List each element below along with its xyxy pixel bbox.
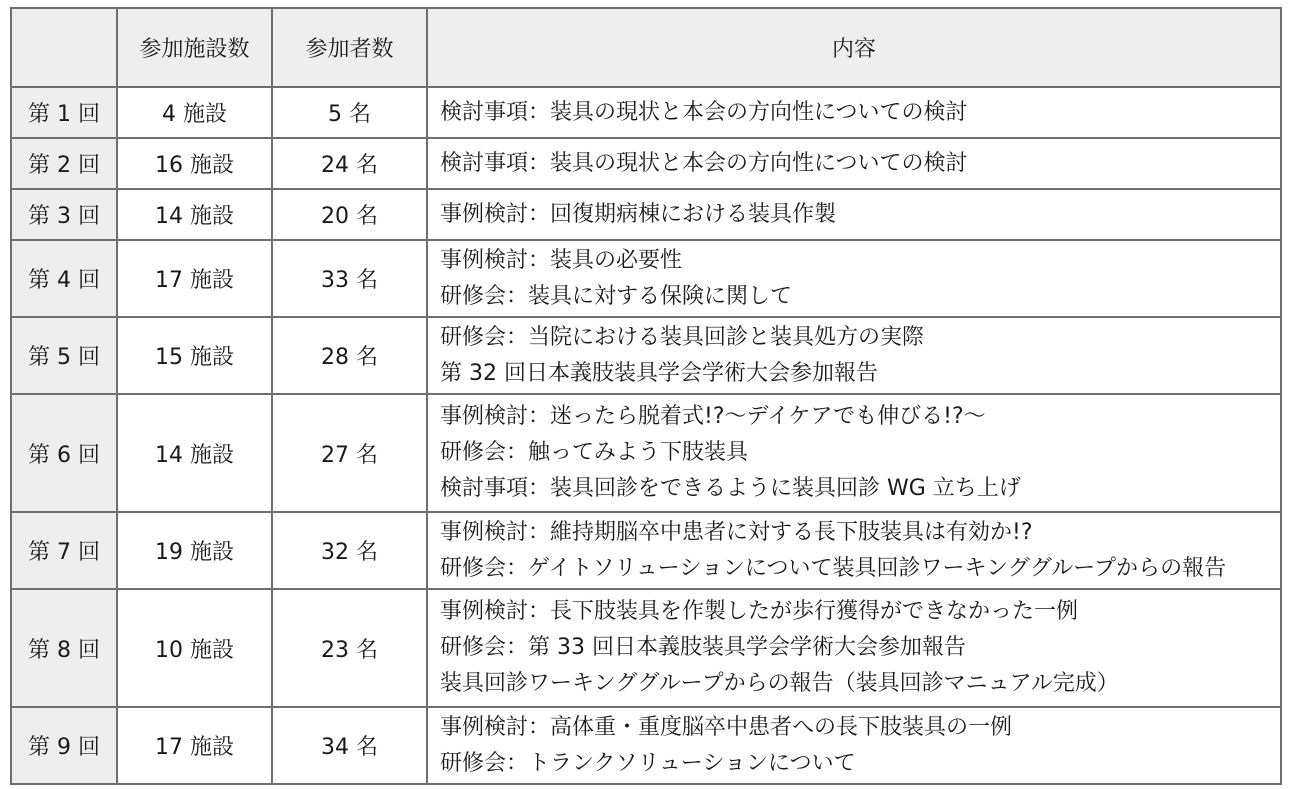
participants-cell: 24 名 <box>272 138 427 189</box>
participants-cell: 23 名 <box>272 589 427 707</box>
table-row <box>11 240 1281 317</box>
header-participants: 参加者数 <box>272 8 427 87</box>
participants-cell: 20 名 <box>272 189 427 240</box>
round-cell: 第 5 回 <box>11 317 117 394</box>
header-round <box>11 8 117 87</box>
content-cell <box>427 189 1281 240</box>
participants-cell: 33 名 <box>272 240 427 317</box>
participants-cell: 27 名 <box>272 394 427 512</box>
facilities-cell: 16 施設 <box>117 138 272 189</box>
content-line: 事例検討：回復期病棟における装具作製 <box>440 201 837 227</box>
table-row <box>11 138 1281 189</box>
content-line: 第 32 回日本義肢装具学会学術大会参加報告 <box>440 360 878 386</box>
table-row <box>11 512 1281 589</box>
header-content: 内容 <box>427 8 1281 87</box>
content-line: 研修会：トランクソリューションについて <box>440 750 856 776</box>
round-cell: 第 1 回 <box>11 87 117 138</box>
participants-cell: 5 名 <box>272 87 427 138</box>
meeting-summary-table <box>10 7 1282 785</box>
facilities-cell: 17 施設 <box>117 707 272 784</box>
facilities-cell: 10 施設 <box>117 589 272 707</box>
content-line: 事例検討：維持期脳卒中患者に対する長下肢装具は有効か!? <box>440 519 1033 545</box>
round-cell: 第 8 回 <box>11 589 117 707</box>
content-line: 研修会：ゲイトソリューションについて装具回診ワーキンググループからの報告 <box>440 555 1227 581</box>
content-line: 検討事項：装具の現状と本会の方向性についての検討 <box>440 150 968 176</box>
round-cell: 第 7 回 <box>11 512 117 589</box>
table-row <box>11 317 1281 394</box>
content-cell <box>427 589 1281 707</box>
table-body <box>11 87 1281 784</box>
table-row <box>11 707 1281 784</box>
facilities-cell: 15 施設 <box>117 317 272 394</box>
content-cell <box>427 394 1281 512</box>
content-line: 検討事項：装具回診をできるように装具回診 WG 立ち上げ <box>440 476 1021 501</box>
content-line: 研修会：当院における装具回診と装具処方の実際 <box>440 324 925 350</box>
content-cell <box>427 317 1281 394</box>
content-cell <box>427 240 1281 317</box>
content-cell <box>427 138 1281 189</box>
facilities-cell: 14 施設 <box>117 189 272 240</box>
header-facilities: 参加施設数 <box>117 8 272 87</box>
content-line: 研修会：装具に対する保険に関して <box>440 283 793 309</box>
content-line: 研修会：触ってみよう下肢装具 <box>440 440 749 465</box>
participants-cell: 28 名 <box>272 317 427 394</box>
table-row <box>11 589 1281 707</box>
content-line: 事例検討：装具の必要性 <box>440 247 683 273</box>
content-line: 事例検討：高体重・重度脳卒中患者への長下肢装具の一例 <box>440 714 1013 740</box>
table-row <box>11 87 1281 138</box>
content-line: 事例検討：迷ったら脱着式!?～デイケアでも伸びる!?～ <box>440 404 986 429</box>
facilities-cell: 17 施設 <box>117 240 272 317</box>
round-cell: 第 6 回 <box>11 394 117 512</box>
round-cell: 第 4 回 <box>11 240 117 317</box>
content-line: 検討事項：装具の現状と本会の方向性についての検討 <box>440 99 968 125</box>
content-line: 研修会：第 33 回日本義肢装具学会学術大会参加報告 <box>440 635 966 660</box>
header-row <box>11 8 1281 87</box>
participants-cell: 32 名 <box>272 512 427 589</box>
facilities-cell: 14 施設 <box>117 394 272 512</box>
facilities-cell: 4 施設 <box>117 87 272 138</box>
table-header <box>11 8 1281 87</box>
content-line: 装具回診ワーキンググループからの報告（装具回診マニュアル完成） <box>440 671 1119 696</box>
facilities-cell: 19 施設 <box>117 512 272 589</box>
content-cell <box>427 87 1281 138</box>
round-cell: 第 9 回 <box>11 707 117 784</box>
content-cell <box>427 707 1281 784</box>
participants-cell: 34 名 <box>272 707 427 784</box>
content-cell <box>427 512 1281 589</box>
round-cell: 第 2 回 <box>11 138 117 189</box>
table-row <box>11 189 1281 240</box>
round-cell: 第 3 回 <box>11 189 117 240</box>
content-line: 事例検討：長下肢装具を作製したが歩行獲得ができなかった一例 <box>440 599 1079 624</box>
table-row <box>11 394 1281 512</box>
